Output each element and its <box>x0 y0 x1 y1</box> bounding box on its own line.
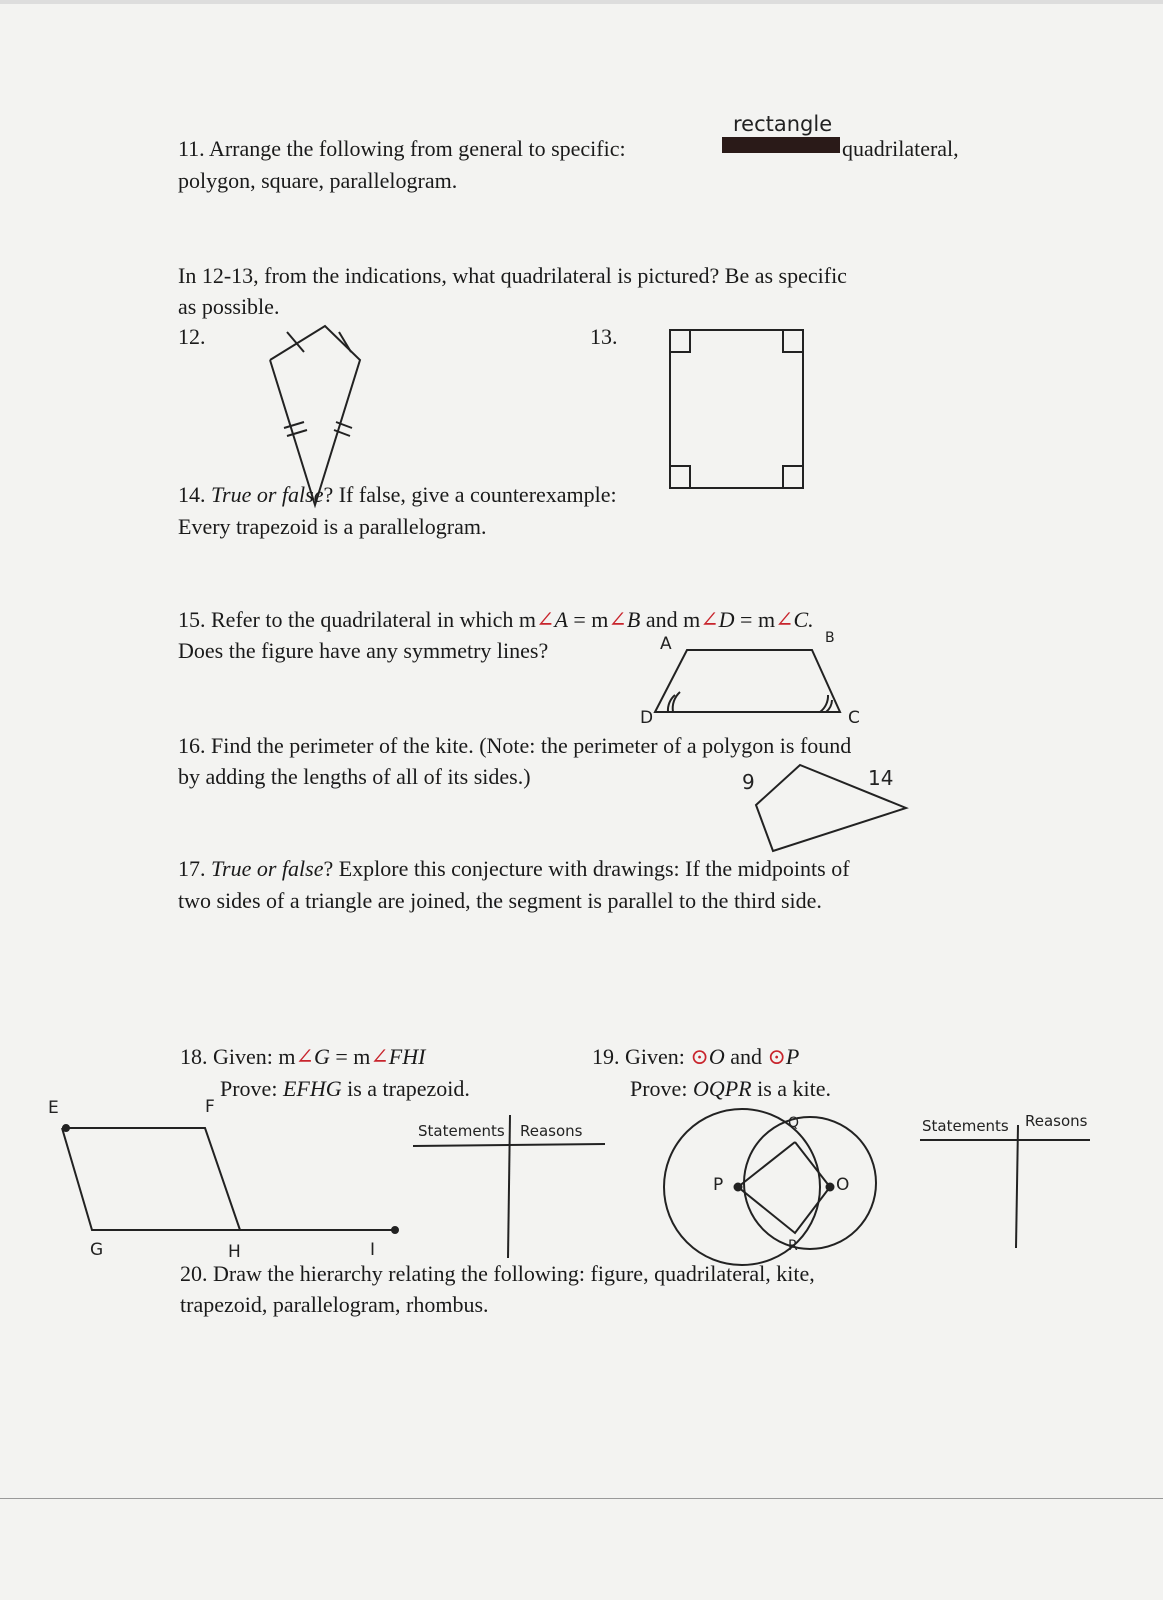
label-G: G <box>90 1240 104 1260</box>
label-C: C <box>848 708 860 728</box>
label-Q: Q <box>788 1115 800 1131</box>
label-P: P <box>713 1175 724 1195</box>
q17-line1: 17. True or false? Explore this conjecture with drawings: If the midpoints of <box>178 856 850 881</box>
q16-line2: by adding the lengths of all of its sides.) <box>178 764 531 789</box>
q15-line1: 15. Refer to the quadrilateral in which m∠A = m∠B and m∠D = m∠C. <box>178 607 814 632</box>
q15-line2: Does the figure have any symmetry lines? <box>178 638 549 663</box>
label-B: B <box>825 630 835 646</box>
q18-given: 18. Given: m∠G = m∠FHI <box>180 1044 426 1069</box>
statements-header-19: Statements <box>922 1117 1009 1135</box>
figure-18 <box>62 1125 398 1233</box>
kite-figure-12 <box>270 326 360 505</box>
q11-line2: polygon, square, parallelogram. <box>178 168 458 193</box>
label-A: A <box>660 634 672 654</box>
label-F: F <box>205 1097 215 1117</box>
q12-13-line1: In 12-13, from the indications, what quadrilateral is pictured? Be as specific <box>178 263 847 288</box>
q19-given: 19. Given: ⊙O and ⊙P <box>592 1044 800 1069</box>
q11-line1-end: quadrilateral, <box>842 136 959 161</box>
q19-prove: Prove: OQPR is a kite. <box>630 1076 832 1101</box>
label-R: R <box>788 1238 798 1254</box>
kite-side-9: 9 <box>742 770 755 794</box>
label-H: H <box>228 1242 241 1262</box>
label-D: D <box>640 708 654 728</box>
q12-label: 12. <box>178 324 206 349</box>
q20-line1: 20. Draw the hierarchy relating the following: figure, quadrilateral, kite, <box>180 1261 815 1286</box>
q16-line1: 16. Find the perimeter of the kite. (Note: the perimeter of a polygon is found <box>178 733 852 758</box>
page-bottom-rule <box>0 1498 1163 1499</box>
q17-line2: two sides of a triangle are joined, the segment is parallel to the third side. <box>178 888 822 913</box>
trapezoid-figure-15 <box>655 650 840 712</box>
statements-header-18: Statements <box>418 1122 505 1140</box>
q11-line1: 11. Arrange the following from general to specific: <box>178 136 626 161</box>
q18-prove: Prove: EFHG is a trapezoid. <box>220 1076 470 1101</box>
q13-label: 13. <box>590 324 618 349</box>
reasons-header-19: Reasons <box>1025 1112 1088 1130</box>
crossed-out-word <box>722 137 840 153</box>
t-chart-19 <box>920 1125 1090 1248</box>
q14-line2: Every trapezoid is a parallelogram. <box>178 514 487 539</box>
q14-line1: 14. True or false? If false, give a counterexample: <box>178 482 617 507</box>
kite-side-14: 14 <box>868 766 894 790</box>
reasons-header-18: Reasons <box>520 1122 583 1140</box>
label-I: I <box>370 1240 376 1260</box>
q20-line2: trapezoid, parallelogram, rhombus. <box>180 1292 489 1317</box>
square-figure-13 <box>670 330 803 488</box>
label-O: O <box>836 1175 850 1195</box>
label-E: E <box>48 1098 59 1118</box>
q12-13-line2: as possible. <box>178 294 280 319</box>
handwritten-answer: rectangle <box>733 112 833 136</box>
